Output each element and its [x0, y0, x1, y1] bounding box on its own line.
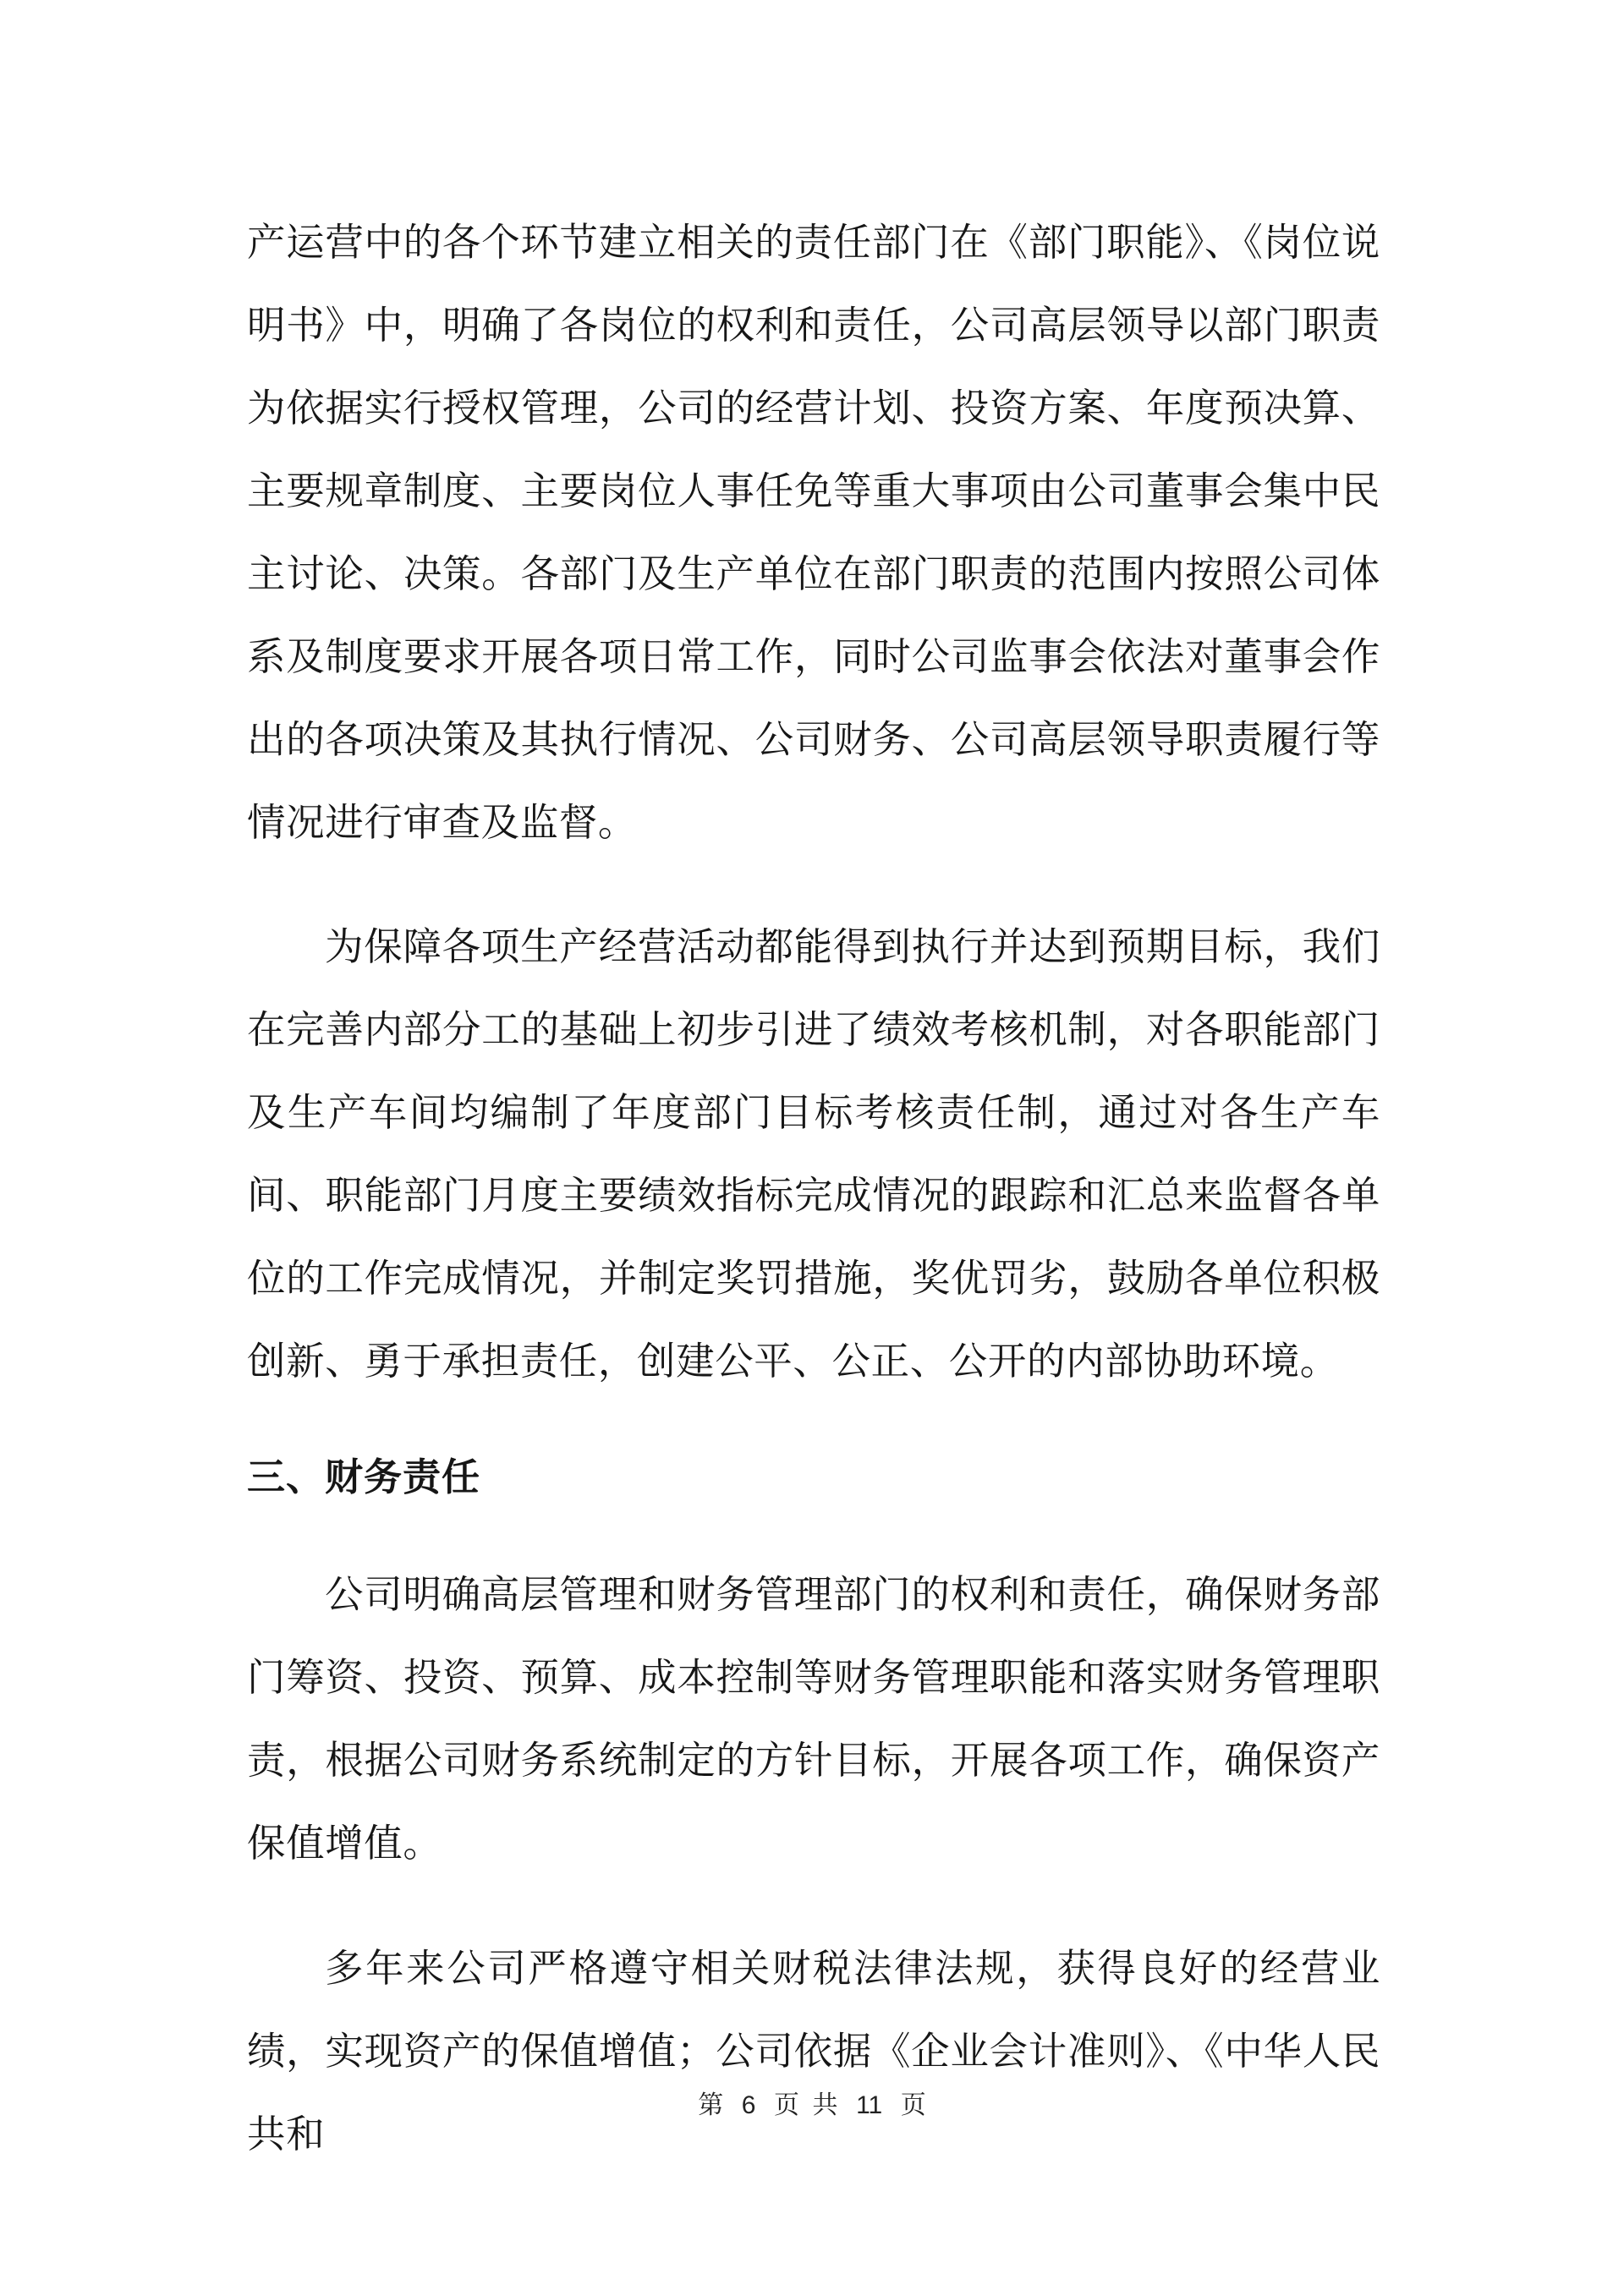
body-paragraph: 公司明确高层管理和财务管理部门的权利和责任，确保财务部门筹资、投资、预算、成本控制等财务管理职能和落实财务管理职责，根据公司财务系统制定的方针目标，开展各项工作，确保资产保值增值。 — [247, 1572, 1380, 1866]
body-paragraph: 产运营中的各个环节建立相关的责任部门在《部门职能》、《岗位说明书》中，明确了各岗位的权利和责任，公司高层领导以部门职责为依据实行授权管理，公司的经营计划、投资方案、年度预决算、主要规章制度、主要岗位人事任免等重大事项由公司董事会集中民主讨论、决策。各部门及生产单位在部门职责的范围内按照公司体系及制度要求开展各项日常工作，同时公司监事会依法对董事会作出的各项决策及其执行情况、公司财务、公司高层领导职责履行等情况进行审查及监督。 — [247, 220, 1380, 845]
paragraph-compliance — [247, 1927, 1380, 2176]
section-heading: 三、财务责任 — [247, 1455, 481, 1499]
footer-middle: 页 共 — [773, 2091, 838, 2120]
total-pages: 11 — [856, 2091, 883, 2119]
footer-suffix: 页 — [900, 2091, 926, 2120]
page-footer — [0, 2089, 1624, 2123]
body-paragraph: 为保障各项生产经营活动都能得到执行并达到预期目标，我们在完善内部分工的基础上初步引进了绩效考核机制，对各职能部门及生产车间均编制了年度部门目标考核责任制，通过对各生产车间、职能部门月度主要绩效指标完成情况的跟踪和汇总来监督各单位的工作完成情况，并制定奖罚措施，奖优罚劣，鼓励各单位积极创新、勇于承担责任，创建公平、公正、公开的内部协助环境。 — [247, 924, 1380, 1384]
page-number: 6 — [741, 2091, 756, 2119]
paragraph-performance — [247, 906, 1380, 1403]
paragraph-continuation — [247, 201, 1380, 864]
body-paragraph: 多年来公司严格遵守相关财税法律法规，获得良好的经营业绩，实现资产的保值增值；公司依据《企业会计准则》、《中华人民共和 — [247, 1946, 1380, 2156]
paragraph-finance-responsibility — [247, 1553, 1380, 1885]
footer-prefix: 第 — [698, 2091, 724, 2120]
